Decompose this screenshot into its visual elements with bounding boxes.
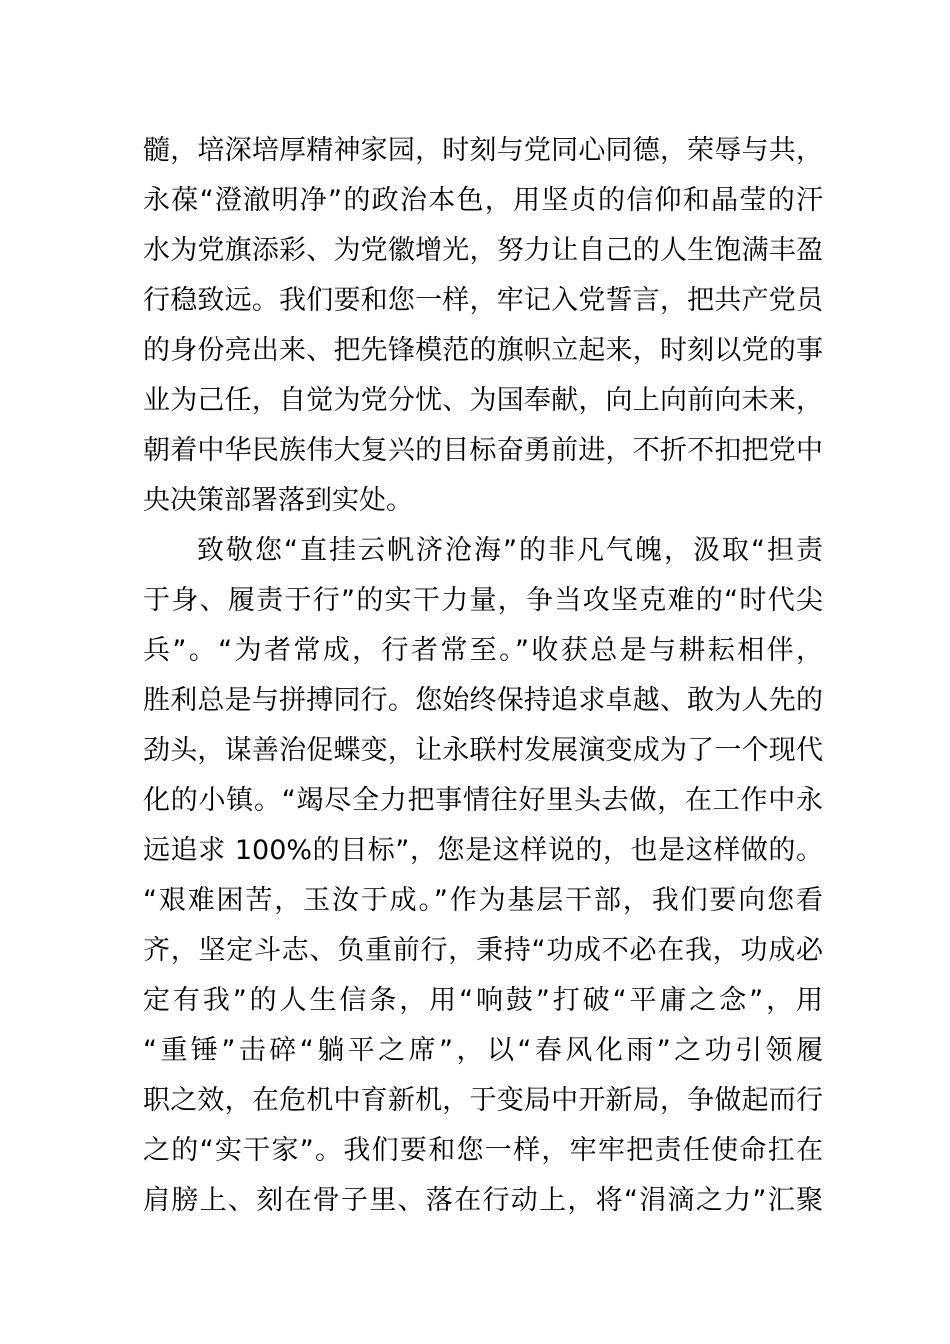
text-line: 劲头，谋善治促蝶变，让永联村发展演变成为了一个现代	[143, 735, 823, 766]
text-line: 兵”。“为者常成，行者常至。”收获总是与耕耘相伴，	[143, 635, 823, 666]
paragraph-end-line: 央决策部署落到实处。	[143, 485, 413, 516]
text-line: 化的小镇。“竭尽全力把事情往好里头去做，在工作中永	[143, 785, 823, 816]
text-line: “重锤”击碎“躺平之席”，以“春风化雨”之功引领履	[143, 1035, 823, 1066]
text-line: 定有我”的人生信条，用“响鼓”打破“平庸之念”，用	[143, 985, 823, 1016]
document-body	[143, 126, 823, 1226]
text-line: 行稳致远。我们要和您一样，牢记入党誓言，把共产党员	[143, 285, 823, 316]
text-line: 水为党旗添彩、为党徽增光，努力让自己的人生饱满丰盈	[143, 235, 823, 266]
text-line: 齐，坚定斗志、负重前行，秉持“功成不必在我，功成必	[143, 935, 823, 966]
text-line: 于身、履责于行”的实干力量，争当攻坚克难的“时代尖	[143, 585, 823, 616]
text-line: “艰难困苦，玉汝于成。”作为基层干部，我们要向您看	[143, 885, 823, 916]
text-line: 业为己任，自觉为党分忧、为国奉献，向上向前向未来，	[143, 385, 823, 416]
text-line: 肩膀上、刻在骨子里、落在行动上，将“涓滴之力”汇聚	[143, 1185, 823, 1216]
text-line: 远追求 100%的目标”，您是这样说的，也是这样做的。	[143, 835, 823, 866]
text-line: 髓，培深培厚精神家园，时刻与党同心同德，荣辱与共，	[143, 135, 823, 166]
paragraph-start-line: 致敬您“直挂云帆济沧海”的非凡气魄，汲取“担责	[197, 535, 823, 566]
text-line: 胜利总是与拼搏同行。您始终保持追求卓越、敢为人先的	[143, 685, 823, 716]
text-line: 的身份亮出来、把先锋模范的旗帜立起来，时刻以党的事	[143, 335, 823, 366]
text-line: 朝着中华民族伟大复兴的目标奋勇前进，不折不扣把党中	[143, 435, 823, 466]
text-line: 永葆“澄澈明净”的政治本色，用坚贞的信仰和晶莹的汗	[143, 185, 823, 216]
text-line: 之的“实干家”。我们要和您一样，牢牢把责任使命扛在	[143, 1135, 823, 1166]
text-line: 职之效，在危机中育新机，于变局中开新局，争做起而行	[143, 1085, 823, 1116]
